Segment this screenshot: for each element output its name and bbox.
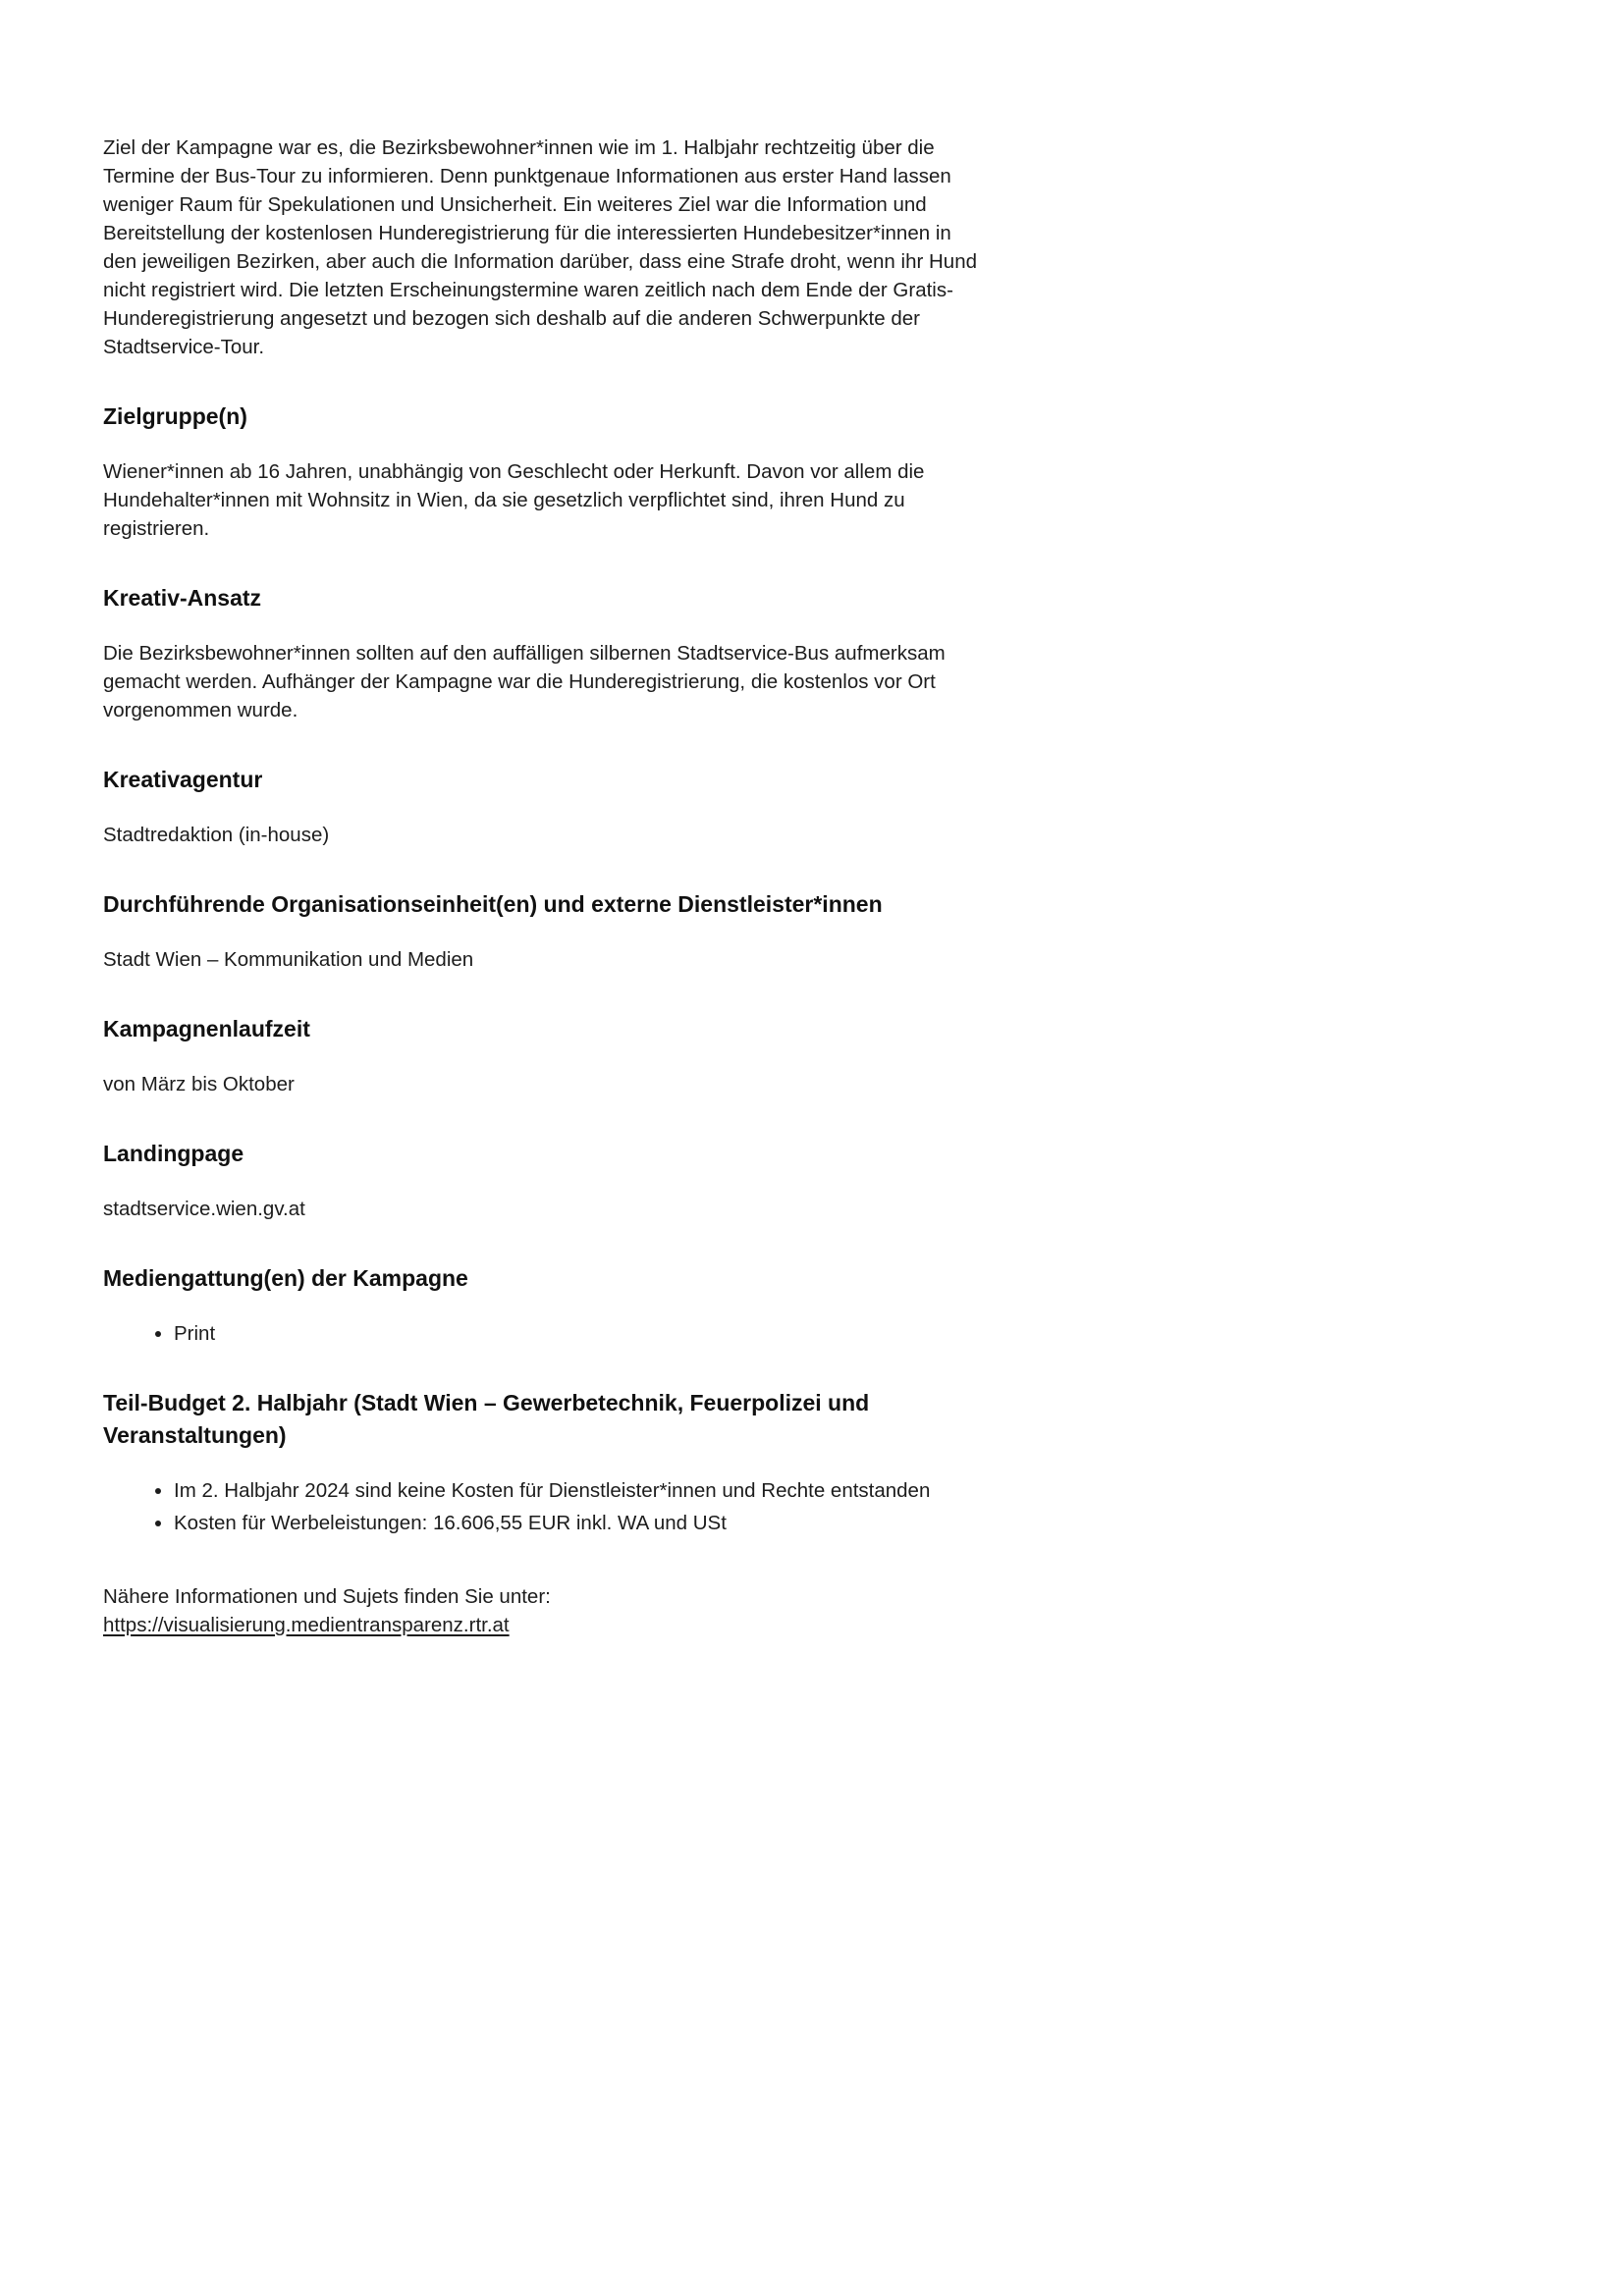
list-item-kosten-werbeleistungen: • Kosten für Werbeleistungen: 16.606,55 EUR inkl. WA und USt — [174, 1509, 987, 1537]
heading-landingpage: Landingpage — [103, 1141, 244, 1166]
organisationseinheit-paragraph: Stadt Wien – Kommunikation und Medien — [103, 948, 474, 971]
mediengattung-list — [103, 1319, 987, 1348]
list-item-print: • Print — [174, 1319, 987, 1348]
kreativ-ansatz-paragraph: Die Bezirksbewohner*innen sollten auf den auffälligen silbernen Stadtservice-Bus aufmerksam gemacht werden. Aufhänger der Kampagne war die Hunderegistrierung, die kostenlos vor Ort vorgenommen wurde. — [103, 642, 946, 721]
footer-block — [103, 1582, 987, 1639]
heading-kampagnenlaufzeit: Kampagnenlaufzeit — [103, 1016, 310, 1041]
kreativagentur-paragraph: Stadtredaktion (in-house) — [103, 824, 330, 846]
heading-zielgruppen: Zielgruppe(n) — [103, 403, 247, 429]
teil-budget-list — [103, 1476, 987, 1537]
footer-text: Nähere Informationen und Sujets finden Sie unter: — [103, 1585, 551, 1608]
kampagnenlaufzeit-paragraph: von März bis Oktober — [103, 1073, 295, 1095]
heading-kreativagentur: Kreativagentur — [103, 767, 263, 792]
document-content — [103, 133, 987, 1639]
landingpage-paragraph: stadtservice.wien.gv.at — [103, 1198, 305, 1220]
heading-organisationseinheit: Durchführende Organisationseinheit(en) und externe Dienstleister*innen — [103, 891, 883, 917]
heading-mediengattung: Mediengattung(en) der Kampagne — [103, 1265, 468, 1291]
zielgruppen-paragraph: Wiener*innen ab 16 Jahren, unabhängig von Geschlecht oder Herkunft. Davon vor allem die Hundehalter*innen mit Wohnsitz in Wien, da sie gesetzlich verpflichtet sind, ihren Hund zu registrieren. — [103, 460, 925, 540]
footer-link[interactable]: https://visualisierung.medientransparenz.rtr.at — [103, 1614, 510, 1636]
heading-teil-budget: Teil-Budget 2. Halbjahr (Stadt Wien – Gewerbetechnik, Feuerpolizei und Veranstaltungen) — [103, 1390, 870, 1448]
list-item-kosten-dienstleister: • Im 2. Halbjahr 2024 sind keine Kosten für Dienstleister*innen und Rechte entstanden — [174, 1476, 987, 1505]
intro-paragraph: Ziel der Kampagne war es, die Bezirksbewohner*innen wie im 1. Halbjahr rechtzeitig über die Termine der Bus-Tour zu informieren. Denn punktgenaue Informationen aus erster Hand lassen weniger Raum für Spekulationen und Unsicherheit. Ein weiteres Ziel war die Information und Bereitstellung der kostenlosen Hunderegistrierung für die interessierten Hundebesitzer*innen in den jeweiligen Bezirken, aber auch die Information darüber, dass eine Strafe droht, wenn ihr Hund nicht registriert wird. Die letzten Erscheinungstermine waren zeitlich nach dem Ende der Gratis-Hunderegistrierung angesetzt und bezogen sich deshalb auf die anderen Schwerpunkte der Stadtservice-Tour. — [103, 136, 978, 358]
heading-kreativ-ansatz: Kreativ-Ansatz — [103, 585, 262, 611]
